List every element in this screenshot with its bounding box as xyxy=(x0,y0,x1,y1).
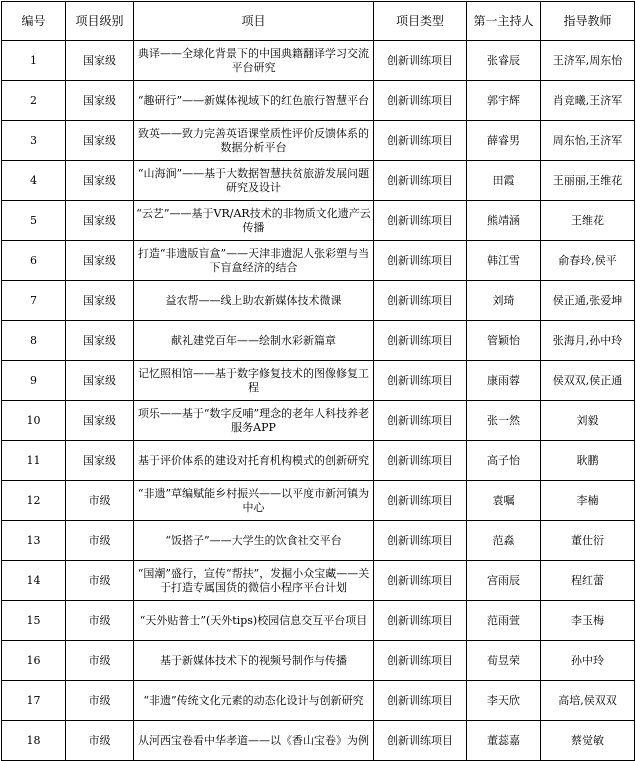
project-title: 致英——致力完善英语课堂质性评价反馈体系的数据分析平台 xyxy=(138,126,369,154)
cell-level: 国家级 xyxy=(66,41,134,81)
cell-id: 18 xyxy=(2,721,66,761)
cell-type: 创新训练项目 xyxy=(374,321,467,361)
project-title: “云艺”——基于VR/AR技术的非物质文化遗产云 传播 xyxy=(136,206,371,234)
cell-level: 国家级 xyxy=(66,121,134,161)
cell-id: 6 xyxy=(2,241,66,281)
cell-id: 7 xyxy=(2,281,66,321)
table-row xyxy=(2,521,635,561)
project-title: “趣研行”——新媒体视域下的红色旅行智慧平台 xyxy=(137,93,370,107)
cell-id: 16 xyxy=(2,641,66,681)
cell-advisor: 侯正通,张爱坤 xyxy=(541,281,635,321)
table-row xyxy=(2,481,635,521)
cell-project xyxy=(134,481,374,521)
cell-level: 国家级 xyxy=(66,281,134,321)
cell-advisor: 王维花 xyxy=(541,201,635,241)
cell-host: 范雨萱 xyxy=(467,601,541,641)
cell-id: 10 xyxy=(2,401,66,441)
header-row xyxy=(2,2,635,41)
project-title: “非遗”草编赋能乡村振兴——以平度市新河镇为中心 xyxy=(137,486,370,514)
cell-id: 2 xyxy=(2,81,66,121)
cell-type: 创新训练项目 xyxy=(374,361,467,401)
cell-advisor: 周东怡,王济军 xyxy=(541,121,635,161)
cell-host: 韩江雪 xyxy=(467,241,541,281)
project-title: 项乐——基于“数字反哺”理念的老年人科技养老服务APP xyxy=(137,406,370,434)
cell-id: 17 xyxy=(2,681,66,721)
cell-id: 11 xyxy=(2,441,66,481)
cell-host: 范淼 xyxy=(467,521,541,561)
cell-level: 国家级 xyxy=(66,81,134,121)
cell-host: 熊靖涵 xyxy=(467,201,541,241)
cell-id: 3 xyxy=(2,121,66,161)
header-project: 项目 xyxy=(134,2,374,41)
cell-level: 市级 xyxy=(66,721,134,761)
project-title: “非遗”传统文化元素的动态化设计与创新研究 xyxy=(143,693,364,707)
cell-host: 宫雨辰 xyxy=(467,561,541,601)
project-title: 献礼建党百年——绘制水彩新篇章 xyxy=(171,333,336,347)
cell-advisor: 高培,侯双双 xyxy=(541,681,635,721)
cell-type: 创新训练项目 xyxy=(374,641,467,681)
project-title: 典译——全球化背景下的中国典籍翻译学习交流平台研究 xyxy=(138,46,369,74)
cell-type: 创新训练项目 xyxy=(374,521,467,561)
cell-level: 市级 xyxy=(66,481,134,521)
table-row xyxy=(2,241,635,281)
table-row xyxy=(2,201,635,241)
header-type: 项目类型 xyxy=(374,2,467,41)
cell-id: 14 xyxy=(2,561,66,601)
cell-id: 9 xyxy=(2,361,66,401)
cell-type: 创新训练项目 xyxy=(374,281,467,321)
cell-type: 创新训练项目 xyxy=(374,41,467,81)
cell-project xyxy=(134,81,374,121)
table-row xyxy=(2,641,635,681)
cell-host: 高子怡 xyxy=(467,441,541,481)
cell-id: 12 xyxy=(2,481,66,521)
cell-host: 张一然 xyxy=(467,401,541,441)
cell-advisor: 王丽丽,王维花 xyxy=(541,161,635,201)
cell-type: 创新训练项目 xyxy=(374,481,467,521)
cell-advisor: 刘毅 xyxy=(541,401,635,441)
cell-project xyxy=(134,681,374,721)
cell-project xyxy=(134,161,374,201)
table-row xyxy=(2,561,635,601)
cell-project xyxy=(134,121,374,161)
cell-id: 8 xyxy=(2,321,66,361)
cell-host: 管颖怡 xyxy=(467,321,541,361)
cell-level: 国家级 xyxy=(66,401,134,441)
project-title: 从河西宝卷看中华孝道——以《香山宝卷》为例 xyxy=(138,733,369,747)
cell-project xyxy=(134,401,374,441)
cell-host: 康雨蓉 xyxy=(467,361,541,401)
header-level: 项目级别 xyxy=(66,2,134,41)
table-row xyxy=(2,401,635,441)
table-row xyxy=(2,161,635,201)
cell-advisor: 肖竞曦,王济军 xyxy=(541,81,635,121)
project-table xyxy=(1,1,635,761)
cell-level: 市级 xyxy=(66,561,134,601)
table-row xyxy=(2,721,635,761)
cell-project xyxy=(134,521,374,561)
cell-project xyxy=(134,721,374,761)
cell-type: 创新训练项目 xyxy=(374,201,467,241)
cell-host: 田霞 xyxy=(467,161,541,201)
cell-id: 5 xyxy=(2,201,66,241)
cell-type: 创新训练项目 xyxy=(374,441,467,481)
cell-advisor: 俞春玲,侯平 xyxy=(541,241,635,281)
project-title: 基于新媒体技术下的视频号制作与传播 xyxy=(160,653,347,667)
project-title: “饭搭子”——大学生的饮食社交平台 xyxy=(165,533,342,547)
cell-project xyxy=(134,361,374,401)
cell-level: 市级 xyxy=(66,641,134,681)
cell-project xyxy=(134,601,374,641)
cell-advisor: 张海月,孙中玲 xyxy=(541,321,635,361)
cell-type: 创新训练项目 xyxy=(374,241,467,281)
cell-level: 市级 xyxy=(66,681,134,721)
cell-advisor: 耿鹏 xyxy=(541,441,635,481)
cell-host: 李天欣 xyxy=(467,681,541,721)
header-host: 第一主持人 xyxy=(467,2,541,41)
project-title: 打造“非遗版盲盒”——天津非遗泥人张彩塑与当下盲盒经济的结合 xyxy=(137,246,370,274)
table-row xyxy=(2,441,635,481)
project-title: 益农帮——线上助农新媒体技术微课 xyxy=(165,293,342,307)
cell-level: 国家级 xyxy=(66,201,134,241)
cell-advisor: 孙中玲 xyxy=(541,641,635,681)
cell-id: 1 xyxy=(2,41,66,81)
cell-level: 国家级 xyxy=(66,161,134,201)
table-row xyxy=(2,681,635,721)
header-advisor: 指导教师 xyxy=(541,2,635,41)
cell-advisor: 蔡觉敏 xyxy=(541,721,635,761)
cell-type: 创新训练项目 xyxy=(374,401,467,441)
cell-level: 国家级 xyxy=(66,441,134,481)
cell-level: 国家级 xyxy=(66,321,134,361)
project-title: 基于评价体系的建设对托育机构模式的创新研究 xyxy=(138,453,369,467)
project-title: “天外贴普士”(天外tips)校园信息交互平台项目 xyxy=(139,613,368,627)
cell-advisor: 李楠 xyxy=(541,481,635,521)
project-title: “山海涧”——基于大数据智慧扶贫旅游发展问题研究及设计 xyxy=(137,166,370,194)
table-row xyxy=(2,281,635,321)
cell-project xyxy=(134,561,374,601)
cell-level: 市级 xyxy=(66,521,134,561)
cell-type: 创新训练项目 xyxy=(374,561,467,601)
table-row xyxy=(2,121,635,161)
cell-project xyxy=(134,201,374,241)
project-title: “国潮”盛行，宣传“帮扶”，发掘小众宝藏——关于打造专属国货的微信小程序平台计划 xyxy=(137,566,370,594)
cell-id: 15 xyxy=(2,601,66,641)
cell-advisor: 李玉梅 xyxy=(541,601,635,641)
cell-project xyxy=(134,281,374,321)
cell-type: 创新训练项目 xyxy=(374,121,467,161)
cell-project xyxy=(134,321,374,361)
cell-id: 4 xyxy=(2,161,66,201)
header-id: 编号 xyxy=(2,2,66,41)
cell-advisor: 程红蕾 xyxy=(541,561,635,601)
cell-level: 国家级 xyxy=(66,241,134,281)
cell-host: 刘琦 xyxy=(467,281,541,321)
cell-advisor: 侯双双,侯正通 xyxy=(541,361,635,401)
table-row xyxy=(2,361,635,401)
cell-host: 董蕊嘉 xyxy=(467,721,541,761)
table-row xyxy=(2,41,635,81)
cell-type: 创新训练项目 xyxy=(374,81,467,121)
project-title: 记忆照相馆——基于数字修复技术的图像修复工程 xyxy=(138,366,369,394)
cell-host: 袁嘱 xyxy=(467,481,541,521)
cell-project xyxy=(134,41,374,81)
cell-advisor: 王济军,周东怡 xyxy=(541,41,635,81)
cell-host: 薛睿男 xyxy=(467,121,541,161)
cell-type: 创新训练项目 xyxy=(374,681,467,721)
cell-type: 创新训练项目 xyxy=(374,721,467,761)
table-row xyxy=(2,81,635,121)
cell-level: 国家级 xyxy=(66,361,134,401)
cell-advisor: 董仕衍 xyxy=(541,521,635,561)
cell-type: 创新训练项目 xyxy=(374,161,467,201)
table-row xyxy=(2,321,635,361)
cell-level: 市级 xyxy=(66,601,134,641)
cell-id: 13 xyxy=(2,521,66,561)
cell-host: 郭宇辉 xyxy=(467,81,541,121)
cell-host: 张睿辰 xyxy=(467,41,541,81)
cell-project xyxy=(134,641,374,681)
cell-host: 荀昱荣 xyxy=(467,641,541,681)
cell-type: 创新训练项目 xyxy=(374,601,467,641)
cell-project xyxy=(134,441,374,481)
cell-project xyxy=(134,241,374,281)
table-row xyxy=(2,601,635,641)
